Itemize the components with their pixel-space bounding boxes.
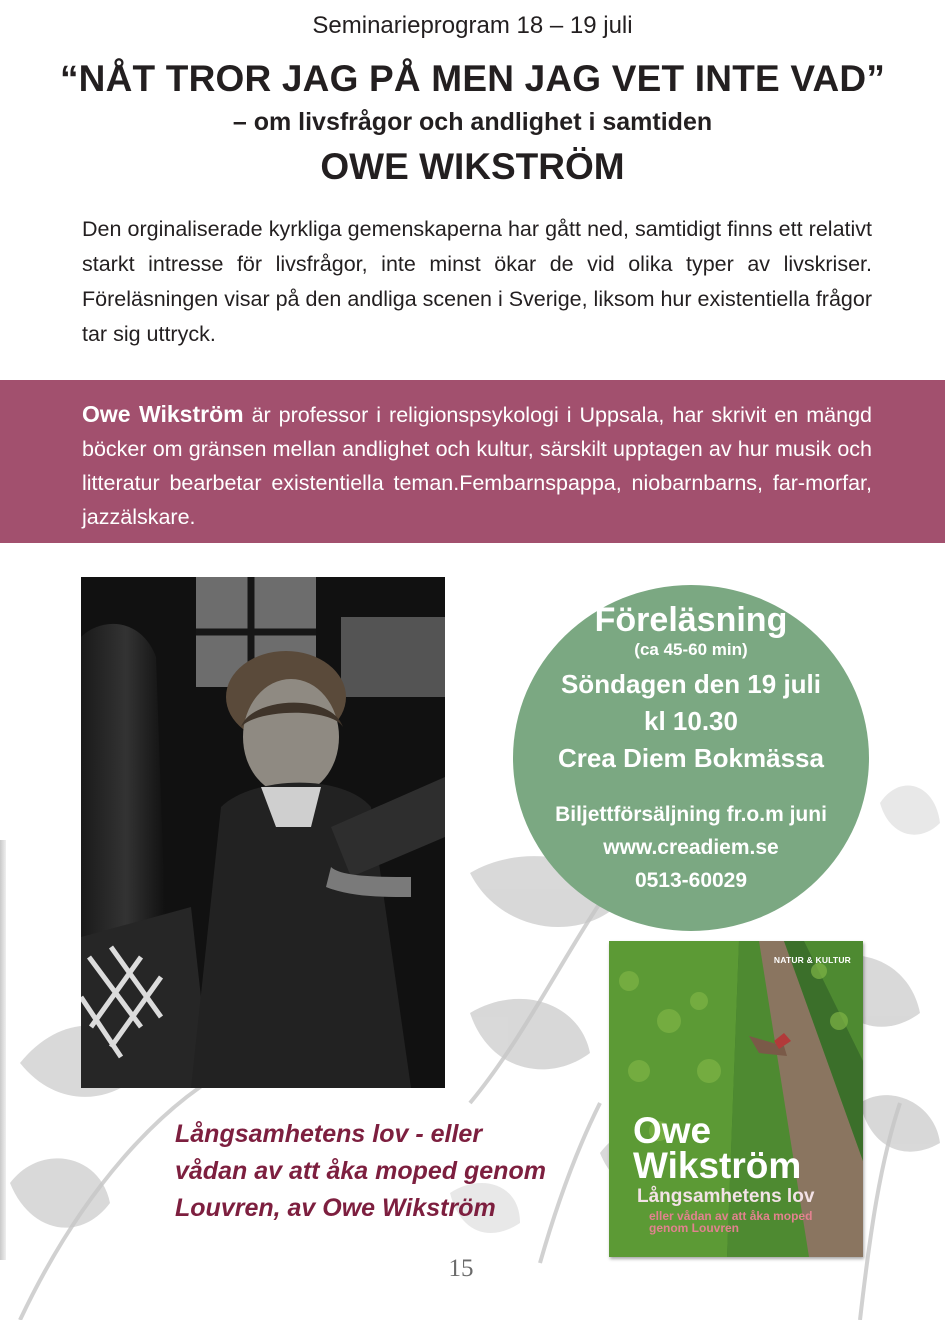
book-caption-line: vådan av att åka moped genom — [175, 1157, 546, 1185]
event-time: kl 10.30 — [644, 706, 738, 736]
book-caption — [175, 1116, 615, 1227]
speaker-name: OWE WIKSTRÖM — [320, 146, 625, 187]
event-date: Söndagen den 19 juli — [560, 669, 822, 699]
bio-text: är professor i religionspsykologi i Uppsala, har skrivit en mängd böcker om gränsen mellan andlighet och kultur, särskilt upptagen av hur musik och litteratur bearbetar existentiella teman.Fembarnspappa, niobarnbarns, far-morfar, jazzälskare. — [82, 403, 872, 529]
lecture-subtitle: – om livsfrågor och andlighet i samtiden — [232, 108, 713, 136]
program-supertitle: Seminarieprogram 18 – 19 juli — [312, 12, 633, 39]
page-edge-shadow — [0, 840, 6, 1260]
event-heading: Föreläsning — [594, 601, 788, 639]
ticket-sales-info: Biljettförsäljning fr.o.m juni — [555, 803, 827, 826]
book-title: Långsamhetens lov — [637, 1186, 815, 1207]
intro-paragraph: Den orginaliserade kyrkliga gemenskaperna har gått ned, samtidigt finns ett relativt starkt intresse för livsfrågor, inte minst ökar de vid olika typer av livskriser. Föreläsningen visar på den andliga scenen i Sverige, liksom hur existentiella frågor tar sig uttryck. — [82, 217, 872, 346]
bio-paragraph — [82, 397, 872, 534]
book-author: Owe Wikström — [633, 1110, 802, 1186]
lecture-title: “NÅT TROR JAG PÅ MEN JAG VET INTE VAD” — [59, 58, 886, 99]
event-info-circle — [513, 585, 869, 931]
book-caption-line: Långsamhetens lov - eller — [175, 1120, 483, 1148]
book-cover — [609, 941, 863, 1257]
author-photo — [81, 577, 445, 1088]
event-venue: Crea Diem Bokmässa — [558, 743, 824, 773]
book-caption-line: Louvren, av Owe Wikström — [175, 1194, 496, 1222]
bio-name: Owe Wikström — [82, 401, 244, 427]
book-subtitle: eller vådan av att åka moped genom Louvren — [649, 1209, 813, 1235]
page-number: 15 — [448, 1255, 474, 1282]
event-phone: 0513-60029 — [634, 869, 748, 892]
event-website: www.creadiem.se — [603, 836, 779, 859]
book-publisher: NATUR & KULTUR — [773, 955, 851, 965]
author-portrait-illustration — [81, 577, 445, 1088]
event-duration: (ca 45-60 min) — [634, 640, 748, 659]
